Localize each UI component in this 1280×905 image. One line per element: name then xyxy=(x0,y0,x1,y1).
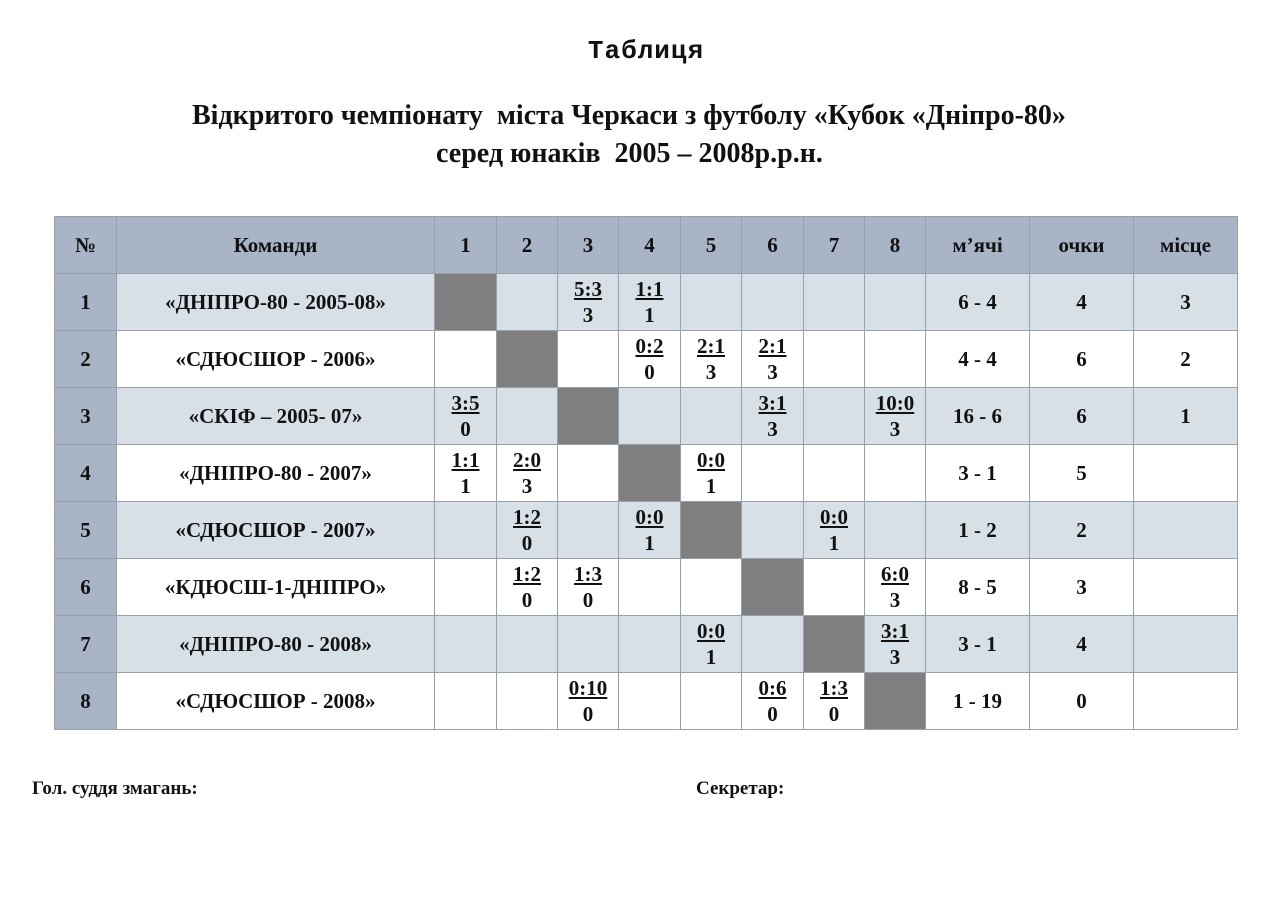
empty-cell xyxy=(681,673,742,730)
points-cell: 6 xyxy=(1030,388,1134,445)
place-cell xyxy=(1134,445,1238,502)
diagonal-cell xyxy=(497,331,558,388)
empty-cell xyxy=(619,673,681,730)
empty-cell xyxy=(435,616,497,673)
match-points: 1 xyxy=(705,474,717,498)
match-score: 1:2 xyxy=(513,562,541,586)
empty-cell xyxy=(435,502,497,559)
empty-cell xyxy=(865,331,926,388)
empty-cell xyxy=(804,388,865,445)
table-row xyxy=(55,559,1238,616)
table-body xyxy=(55,274,1238,730)
diagonal-cell xyxy=(435,274,497,331)
empty-cell xyxy=(497,388,558,445)
goals-cell: 3 - 1 xyxy=(926,445,1030,502)
empty-cell xyxy=(497,673,558,730)
match-points: 0 xyxy=(767,702,778,726)
points-cell: 3 xyxy=(1030,559,1134,616)
standings-table xyxy=(54,216,1238,730)
match-points: 3 xyxy=(582,303,594,327)
match-score: 1:2 xyxy=(513,505,541,529)
match-score: 0:0 xyxy=(635,505,664,529)
empty-cell xyxy=(865,445,926,502)
match-points: 0 xyxy=(582,588,594,612)
match-score: 2:1 xyxy=(697,334,725,358)
match-points: 3 xyxy=(889,645,901,669)
match-result-cell xyxy=(865,388,926,445)
match-result-cell xyxy=(865,616,926,673)
match-score: 1:1 xyxy=(635,277,664,301)
place-cell xyxy=(1134,616,1238,673)
header-cell: 2 xyxy=(497,217,558,274)
header-cell: очки xyxy=(1030,217,1134,274)
match-score: 3:5 xyxy=(451,391,480,415)
diagonal-cell xyxy=(742,559,804,616)
header-cell: 1 xyxy=(435,217,497,274)
table-row xyxy=(55,274,1238,331)
row-number: 7 xyxy=(55,616,117,673)
empty-cell xyxy=(435,673,497,730)
empty-cell xyxy=(619,616,681,673)
match-points: 0 xyxy=(582,702,594,726)
match-score: 2:0 xyxy=(513,448,541,472)
chief-judge-label: Гол. суддя змагань: xyxy=(32,778,198,799)
match-result-cell xyxy=(619,502,681,559)
empty-cell xyxy=(619,388,681,445)
team-name: «ДНІПРО-80 - 2007» xyxy=(117,445,435,502)
table-header-row xyxy=(55,217,1238,274)
match-points: 0 xyxy=(828,702,840,726)
row-number: 8 xyxy=(55,673,117,730)
match-score: 0:0 xyxy=(697,448,725,472)
match-points: 3 xyxy=(521,474,533,498)
points-cell: 4 xyxy=(1030,616,1134,673)
team-name: «ДНІПРО-80 - 2008» xyxy=(117,616,435,673)
empty-cell xyxy=(742,274,804,331)
empty-cell xyxy=(804,559,865,616)
match-result-cell xyxy=(804,673,865,730)
match-points: 0 xyxy=(521,588,533,612)
team-name: «ДНІПРО-80 - 2005-08» xyxy=(117,274,435,331)
match-result-cell xyxy=(619,274,681,331)
match-result-cell xyxy=(435,445,497,502)
match-points: 0 xyxy=(644,360,655,384)
diagonal-cell xyxy=(804,616,865,673)
match-score: 0:0 xyxy=(697,619,725,643)
match-score: 3:1 xyxy=(758,391,787,415)
match-result-cell xyxy=(681,445,742,502)
empty-cell xyxy=(497,274,558,331)
points-cell: 4 xyxy=(1030,274,1134,331)
match-result-cell xyxy=(558,673,619,730)
goals-cell: 6 - 4 xyxy=(926,274,1030,331)
table-row xyxy=(55,502,1238,559)
header-cell: місце xyxy=(1134,217,1238,274)
match-points: 1 xyxy=(644,531,655,555)
team-name: «СДЮСШОР - 2006» xyxy=(117,331,435,388)
header-cell: 7 xyxy=(804,217,865,274)
empty-cell xyxy=(804,274,865,331)
match-result-cell xyxy=(497,559,558,616)
match-points: 1 xyxy=(828,531,840,555)
goals-cell: 8 - 5 xyxy=(926,559,1030,616)
header-cell: № xyxy=(55,217,117,274)
match-score: 1:3 xyxy=(574,562,602,586)
row-number: 1 xyxy=(55,274,117,331)
header-cell: 5 xyxy=(681,217,742,274)
match-result-cell xyxy=(681,616,742,673)
place-cell: 2 xyxy=(1134,331,1238,388)
match-result-cell xyxy=(742,388,804,445)
diagonal-cell xyxy=(619,445,681,502)
match-score: 0:10 xyxy=(568,676,608,700)
match-result-cell xyxy=(742,673,804,730)
empty-cell xyxy=(435,331,497,388)
empty-cell xyxy=(742,502,804,559)
row-number: 3 xyxy=(55,388,117,445)
table-row xyxy=(55,616,1238,673)
match-points: 3 xyxy=(889,588,901,612)
match-result-cell xyxy=(865,559,926,616)
match-result-cell xyxy=(435,388,497,445)
diagonal-cell xyxy=(681,502,742,559)
team-name: «СКІФ – 2005- 07» xyxy=(117,388,435,445)
document-subtitle-line1: Відкритого чемпіонату міста Черкаси з футболу «Кубок «Дніпро-80» xyxy=(192,100,1066,131)
match-score: 0:6 xyxy=(758,676,787,700)
goals-cell: 3 - 1 xyxy=(926,616,1030,673)
empty-cell xyxy=(865,502,926,559)
table-row xyxy=(55,673,1238,730)
diagonal-cell xyxy=(865,673,926,730)
match-result-cell xyxy=(558,559,619,616)
empty-cell xyxy=(865,274,926,331)
header-cell: 4 xyxy=(619,217,681,274)
points-cell: 2 xyxy=(1030,502,1134,559)
match-result-cell xyxy=(497,445,558,502)
match-points: 0 xyxy=(460,417,471,441)
match-points: 1 xyxy=(460,474,471,498)
empty-cell xyxy=(742,616,804,673)
empty-cell xyxy=(804,445,865,502)
match-score: 5:3 xyxy=(574,277,602,301)
row-number: 6 xyxy=(55,559,117,616)
team-name: «СДЮСШОР - 2008» xyxy=(117,673,435,730)
header-cell: Команди xyxy=(117,217,435,274)
team-name: «КДЮСШ-1-ДНІПРО» xyxy=(117,559,435,616)
empty-cell xyxy=(558,616,619,673)
header-cell: м’ячі xyxy=(926,217,1030,274)
match-points: 3 xyxy=(889,417,901,441)
match-result-cell xyxy=(619,331,681,388)
goals-cell: 4 - 4 xyxy=(926,331,1030,388)
empty-cell xyxy=(681,388,742,445)
empty-cell xyxy=(804,331,865,388)
empty-cell xyxy=(558,331,619,388)
empty-cell xyxy=(742,445,804,502)
match-score: 0:2 xyxy=(635,334,664,358)
table-row xyxy=(55,388,1238,445)
place-cell xyxy=(1134,673,1238,730)
match-result-cell xyxy=(804,502,865,559)
header-cell: 8 xyxy=(865,217,926,274)
match-points: 3 xyxy=(767,417,778,441)
table-row xyxy=(55,445,1238,502)
match-points: 3 xyxy=(767,360,778,384)
place-cell xyxy=(1134,559,1238,616)
match-result-cell xyxy=(681,331,742,388)
match-score: 1:3 xyxy=(820,676,848,700)
match-score: 6:0 xyxy=(881,562,909,586)
empty-cell xyxy=(619,559,681,616)
match-result-cell xyxy=(497,502,558,559)
empty-cell xyxy=(681,274,742,331)
match-points: 1 xyxy=(644,303,655,327)
document-title: Таблиця xyxy=(587,36,705,66)
match-score: 2:1 xyxy=(758,334,787,358)
secretary-label: Секретар: xyxy=(696,778,785,799)
match-points: 0 xyxy=(521,531,533,555)
place-cell xyxy=(1134,502,1238,559)
match-result-cell xyxy=(742,331,804,388)
header-cell: 3 xyxy=(558,217,619,274)
match-result-cell xyxy=(558,274,619,331)
place-cell: 3 xyxy=(1134,274,1238,331)
match-points: 3 xyxy=(705,360,717,384)
empty-cell xyxy=(435,559,497,616)
goals-cell: 1 - 19 xyxy=(926,673,1030,730)
match-points: 1 xyxy=(705,645,717,669)
empty-cell xyxy=(681,559,742,616)
match-score: 3:1 xyxy=(881,619,909,643)
team-name: «СДЮСШОР - 2007» xyxy=(117,502,435,559)
empty-cell xyxy=(497,616,558,673)
empty-cell xyxy=(558,502,619,559)
match-score: 10:0 xyxy=(875,391,915,415)
points-cell: 0 xyxy=(1030,673,1134,730)
table-row xyxy=(55,331,1238,388)
diagonal-cell xyxy=(558,388,619,445)
header-cell: 6 xyxy=(742,217,804,274)
points-cell: 6 xyxy=(1030,331,1134,388)
match-score: 0:0 xyxy=(820,505,848,529)
match-score: 1:1 xyxy=(451,448,480,472)
goals-cell: 16 - 6 xyxy=(926,388,1030,445)
row-number: 5 xyxy=(55,502,117,559)
document-subtitle-line2: серед юнаків 2005 – 2008р.р.н. xyxy=(436,138,823,169)
row-number: 4 xyxy=(55,445,117,502)
place-cell: 1 xyxy=(1134,388,1238,445)
goals-cell: 1 - 2 xyxy=(926,502,1030,559)
empty-cell xyxy=(558,445,619,502)
row-number: 2 xyxy=(55,331,117,388)
points-cell: 5 xyxy=(1030,445,1134,502)
